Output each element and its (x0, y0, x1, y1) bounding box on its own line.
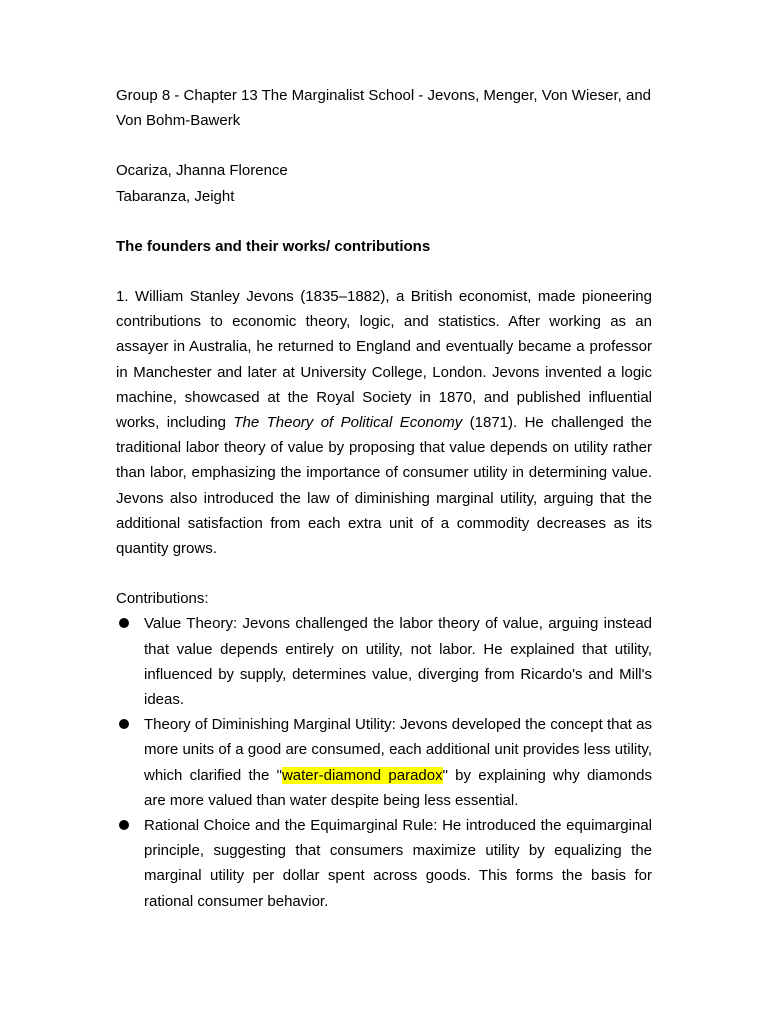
list-item (116, 813, 652, 914)
spacer (116, 259, 652, 284)
section-heading: The founders and their works/ contributions (116, 237, 431, 255)
bullet-icon (119, 820, 129, 830)
list-item (116, 611, 652, 712)
list-item (116, 712, 652, 813)
bullet-text: Rational Choice and the Equimarginal Rule: He introduced the equimarginal principle, suggesting that consumers maximize utility by equalizing the marginal utility per dollar spent across goods. This forms the basis for rational consumer behavior. (144, 817, 652, 910)
book-title: The Theory of Political Economy (233, 414, 463, 432)
document-page (116, 83, 652, 914)
contributions-label: Contributions: (116, 590, 209, 608)
document-title: Group 8 - Chapter 13 The Marginalist School - Jevons, Menger, Von Wieser, and Von Bohm-Bawerk (116, 87, 652, 130)
bullet-text: Value Theory: Jevons challenged the labor theory of value, arguing instead that value depends entirely on utility, not labor. He explained that utility, influenced by supply, determines value, diverging from Ricardo's and Mill's ideas. (144, 615, 652, 709)
author-2: Tabaranza, Jeight (116, 187, 235, 205)
bullet-text: Theory of Diminishing Marginal Utility: Jevons developed the concept that as more units of a good are consumed, each additional unit provides less utility, which clarified the " (144, 716, 652, 784)
paragraph-text: (1871). He challenged the traditional labor theory of value by proposing that value depends on utility rather than labor, emphasizing the importance of consumer utility in determining value. Jevons also introduced the law of diminishing marginal utility, arguing that the additional satisfaction from each extra unit of a commodity decreases as its quantity grows. (116, 414, 652, 558)
spacer (116, 209, 652, 234)
spacer (116, 133, 652, 158)
spacer (116, 561, 652, 586)
contributions-list (116, 611, 652, 913)
jevons-paragraph (116, 284, 652, 561)
bullet-icon (119, 618, 129, 628)
paragraph-text: 1. William Stanley Jevons (1835–1882), a British economist, made pioneering contributions to economic theory, logic, and statistics. After working as an assayer in Australia, he returned to England and eventually became a professor in Manchester and later at University College, London. Jevons invented a logic machine, showcased at the Royal Society in 1870, and published influential works, including (116, 288, 652, 432)
bullet-icon (119, 719, 129, 729)
author-1: Ocariza, Jhanna Florence (116, 162, 288, 180)
highlighted-text: water-diamond paradox (281, 766, 443, 784)
bullet-text: " by explaining why diamonds are more valued than water despite being less essential. (144, 766, 653, 809)
